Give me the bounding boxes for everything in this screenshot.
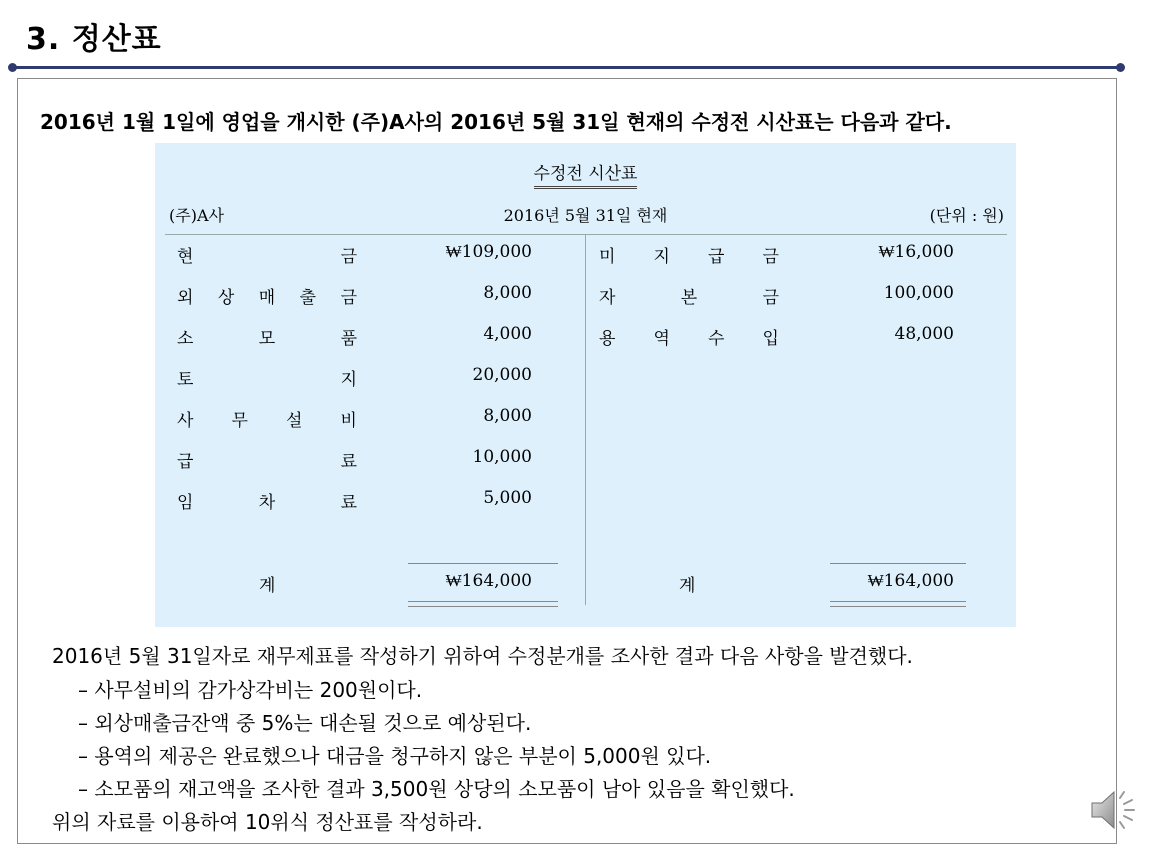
finding-item: – 외상매출금잔액 중 5%는 대손될 것으로 예상된다. xyxy=(78,711,532,735)
trial-balance-table xyxy=(155,143,1016,627)
finding-item: – 용역의 제공은 완료했으나 대금을 청구하지 않은 부분이 5,000원 있다. xyxy=(78,744,712,768)
debit-sum-line xyxy=(408,563,558,564)
credit-sum-line xyxy=(830,563,966,564)
credit-double-rule xyxy=(830,601,966,607)
problem-intro: 2016년 1월 1일에 영업을 개시한 (주)A사의 2016년 5월 31일 현재의 수정전 시산표는 다음과 같다. xyxy=(40,110,952,134)
center-divider xyxy=(585,235,586,605)
findings-intro: 2016년 5월 31일자로 재무제표를 작성하기 위하여 수정분개를 조사한 결과 다음 사항을 발견했다. xyxy=(52,644,913,668)
debit-account-name: 급 료 xyxy=(177,452,357,472)
debit-total-label: 계 xyxy=(259,576,276,596)
rule-dot-left xyxy=(8,63,17,72)
slide-title: 3. 정산표 xyxy=(26,22,162,57)
finding-item: – 사무설비의 감가상각비는 200원이다. xyxy=(78,678,423,702)
speaker-icon[interactable] xyxy=(1088,784,1144,836)
balance-date: 2016년 5월 31일 현재 xyxy=(503,206,668,225)
debit-account-name: 현 금 xyxy=(177,247,357,267)
finding-item: – 소모품의 재고액을 조사한 결과 3,500원 상당의 소모품이 남아 있음을 확인했다. xyxy=(78,777,795,801)
debit-amount: 20,000 xyxy=(472,365,532,385)
debit-amount: 8,000 xyxy=(483,283,532,303)
debit-account-name: 토 지 xyxy=(177,370,357,390)
credit-amount: 48,000 xyxy=(894,324,954,344)
debit-total: ₩164,000 xyxy=(445,571,532,591)
debit-amount: 5,000 xyxy=(483,488,532,508)
debit-account-name: 임 차 료 xyxy=(177,493,357,513)
company-name: (주)A사 xyxy=(169,206,224,225)
header-divider xyxy=(165,234,1007,235)
credit-account-name: 용 역 수 입 xyxy=(599,329,779,349)
credit-amount: ₩16,000 xyxy=(878,242,954,262)
debit-account-name: 사 무 설 비 xyxy=(177,411,357,431)
debit-amount: 8,000 xyxy=(483,406,532,426)
credit-account-name: 미 지 급 금 xyxy=(599,247,779,267)
title-underline xyxy=(12,66,1120,69)
debit-double-rule xyxy=(408,601,558,607)
debit-account-name: 외 상 매 출 금 xyxy=(177,288,357,308)
instruction-text: 위의 자료를 이용하여 10위식 정산표를 작성하라. xyxy=(52,810,483,834)
credit-amount: 100,000 xyxy=(883,283,954,303)
debit-account-name: 소 모 품 xyxy=(177,329,357,349)
unit-label: (단위 : 원) xyxy=(929,206,1004,225)
credit-total: ₩164,000 xyxy=(867,571,954,591)
debit-amount: ₩109,000 xyxy=(445,242,532,262)
rule-dot-right xyxy=(1116,63,1125,72)
debit-amount: 4,000 xyxy=(483,324,532,344)
trial-balance-title: 수정전 시산표 xyxy=(155,159,1016,184)
debit-amount: 10,000 xyxy=(472,447,532,467)
credit-total-label: 계 xyxy=(679,576,696,596)
credit-account-name: 자 본 금 xyxy=(599,288,779,308)
